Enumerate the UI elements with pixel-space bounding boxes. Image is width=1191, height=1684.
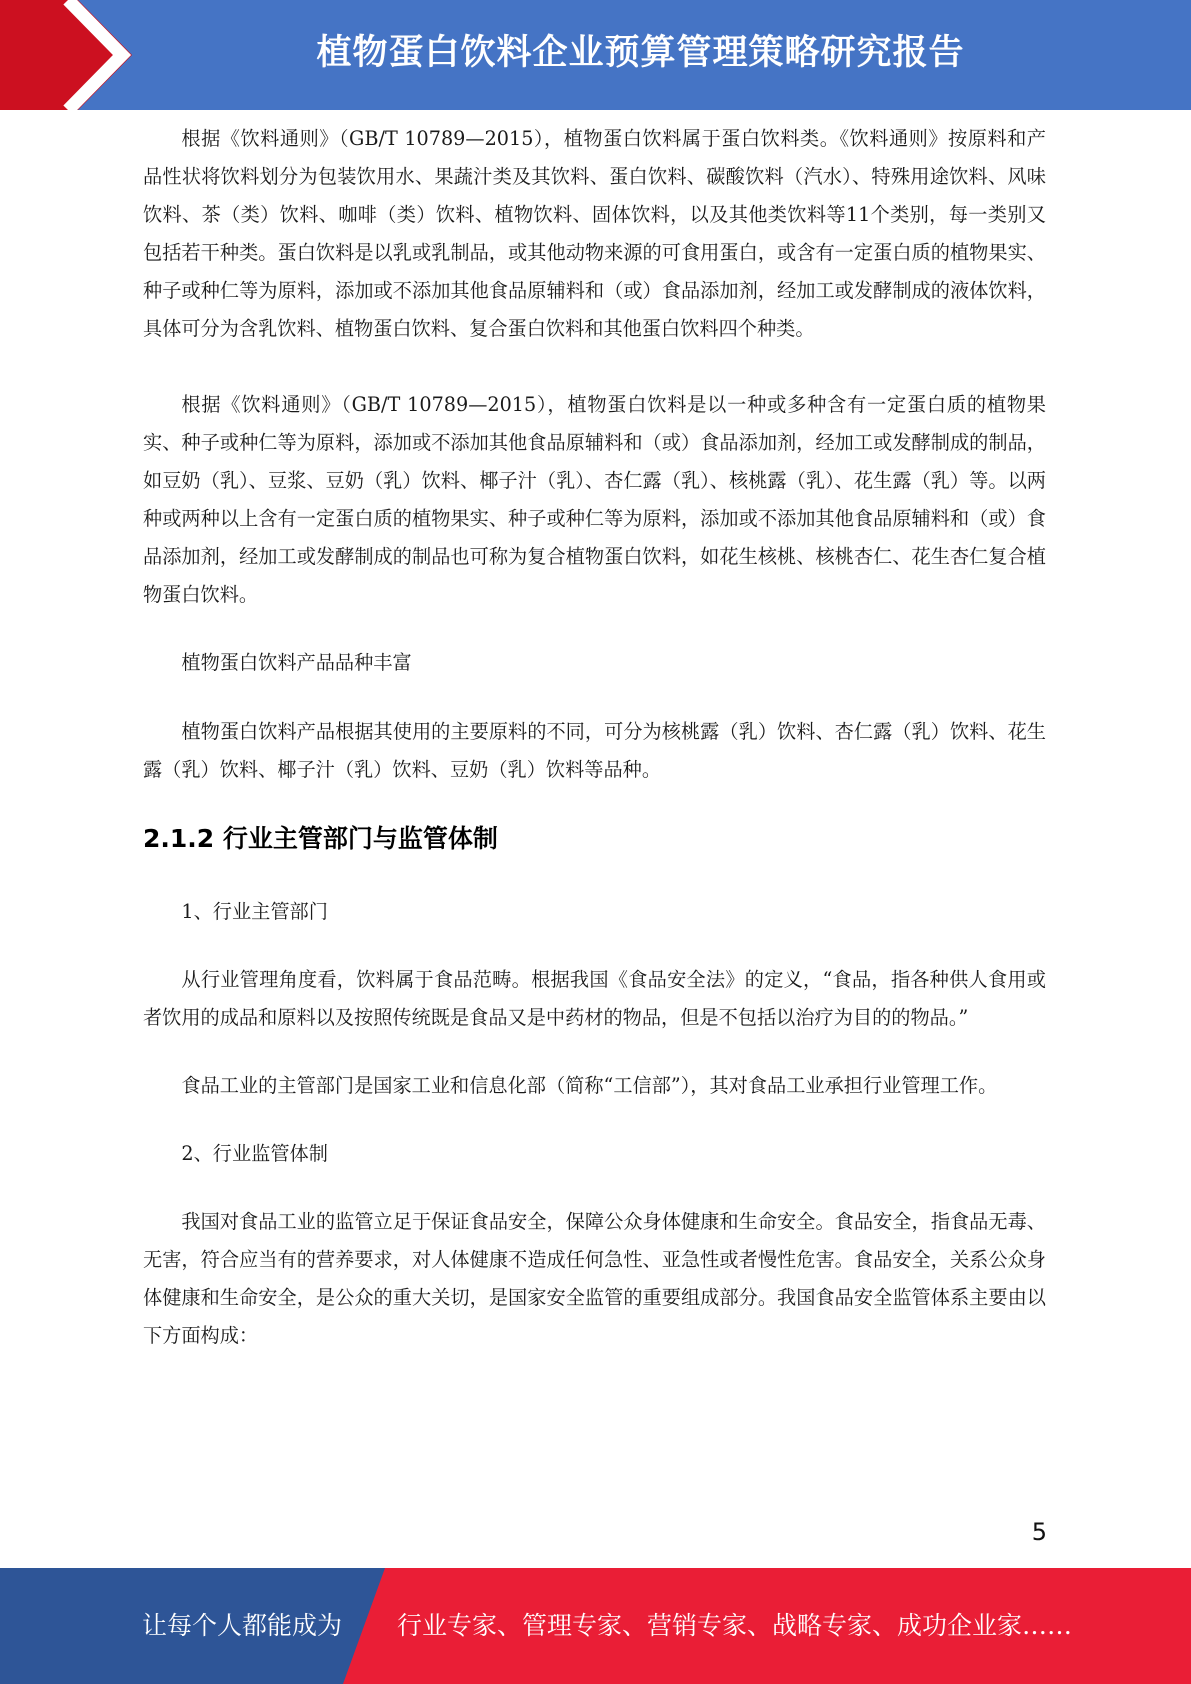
footer-slogan-left: 让每个人都能成为: [142, 1611, 343, 1640]
page-number: 5: [1031, 1518, 1047, 1546]
report-title: 植物蛋白饮料企业预算管理策略研究报告: [316, 33, 965, 73]
red-chevron-icon: [0, 0, 160, 110]
document-body: [143, 120, 1046, 1355]
section-heading: 2.1.2 行业主管部门与监管体制: [143, 824, 498, 853]
paragraph-food-definition: 从行业管理角度看，饮料属于食品范畴。根据我国《食品安全法》的定义，“食品，指各种供人食用或者饮用的成品和原料以及按照传统既是食品又是中药材的物品，但是不包括以治疗为目的的物品。”: [143, 968, 1046, 1029]
paragraph-plant-protein-definition: 根据《饮料通则》（GB/T 10789—2015），植物蛋白饮料是以一种或多种含有一定蛋白质的植物果实、种子或种仁等为原料，添加或不添加其他食品原辅料和（或）食品添加剂，经加工或发酵制成的制品，如豆奶（乳）、豆浆、豆奶（乳）饮料、椰子汁（乳）、杏仁露（乳）、核桃露（乳）、花生露（乳）等。以两种或两种以上含有一定蛋白质的植物果实、种子或种仁等为原料，添加或不添加其他食品原辅料和（或）食品添加剂，经加工或发酵制成的制品也可称为复合植物蛋白饮料，如花生核桃、核桃杏仁、花生杏仁复合植物蛋白饮料。: [143, 393, 1046, 606]
paragraph-product-variety-heading: 植物蛋白饮料产品品种丰富: [181, 651, 412, 674]
paragraph-authority-heading: 1、行业主管部门: [181, 900, 328, 923]
report-header: [0, 0, 1191, 110]
paragraph-product-variety: 植物蛋白饮料产品根据其使用的主要原料的不同，可分为核桃露（乳）饮料、杏仁露（乳）饮料、花生露（乳）饮料、椰子汁（乳）饮料、豆奶（乳）饮料等品种。: [143, 720, 1046, 781]
paragraph-regulation-heading: 2、行业监管体制: [181, 1142, 328, 1165]
paragraph-food-safety: 我国对食品工业的监管立足于保证食品安全，保障公众身体健康和生命安全。食品安全，指食品无毒、无害，符合应当有的营养要求，对人体健康不造成任何急性、亚急性或者慢性危害。食品安全，关系公众身体健康和生命安全，是公众的重大关切，是国家安全监管的重要组成部分。我国食品安全监管体系主要由以下方面构成：: [143, 1210, 1046, 1347]
paragraph-beverage-standard: 根据《饮料通则》（GB/T 10789—2015），植物蛋白饮料属于蛋白饮料类。《饮料通则》按原料和产品性状将饮料划分为包装饮用水、果蔬汁类及其饮料、蛋白饮料、碳酸饮料（汽水）、特殊用途饮料、风味饮料、茶（类）饮料、咖啡（类）饮料、植物饮料、固体饮料，以及其他类饮料等11个类别，每一类别又包括若干种类。蛋白饮料是以乳或乳制品，或其他动物来源的可食用蛋白，或含有一定蛋白质的植物果实、种子或种仁等为原料，添加或不添加其他食品原辅料和（或）食品添加剂，经加工或发酵制成的液体饮料，具体可分为含乳饮料、植物蛋白饮料、复合蛋白饮料和其他蛋白饮料四个种类。: [143, 127, 1046, 340]
paragraph-miit: 食品工业的主管部门是国家工业和信息化部（简称“工信部”），其对食品工业承担行业管理工作。: [181, 1074, 998, 1097]
footer-slogan-right: 行业专家、管理专家、营销专家、战略专家、成功企业家……: [397, 1611, 1073, 1640]
footer-banner: [0, 1568, 1191, 1684]
